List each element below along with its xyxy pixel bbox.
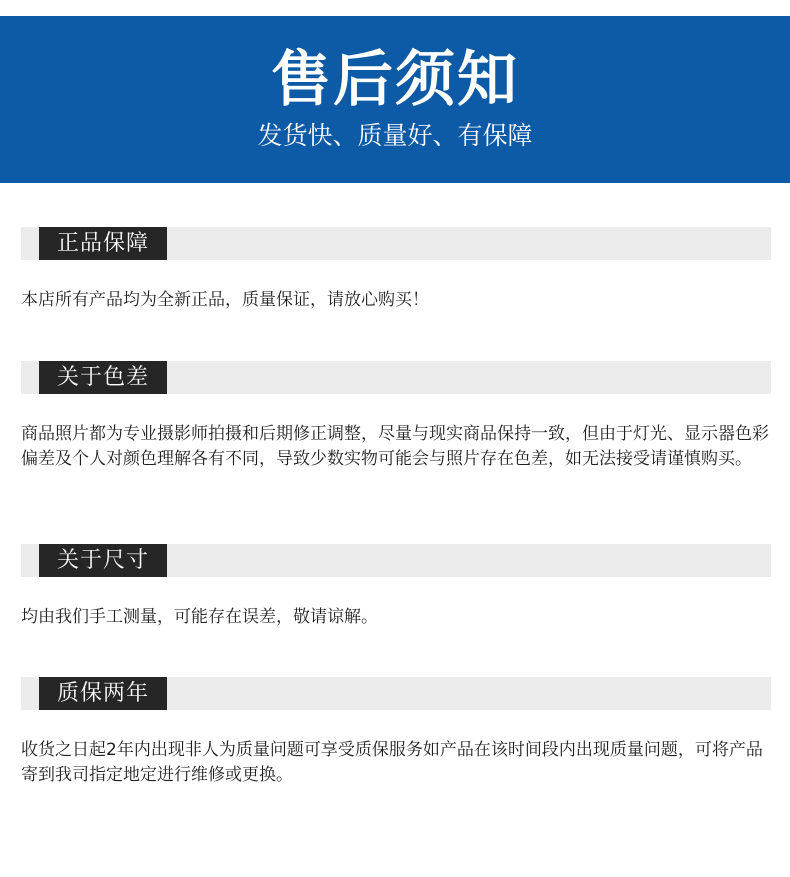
section-text: 商品照片都为专业摄影师拍摄和后期修正调整，尽量与现实商品保持一致，但由于灯光、显示器色彩偏差及个人对颜色理解各有不同，导致少数实物可能会与照片存在色差，如无法接受请谨慎购买。 <box>21 424 769 469</box>
page-subtitle: 发货快、质量好、有保障 <box>257 121 533 150</box>
section-header-bar <box>21 677 771 710</box>
section-header-bar <box>21 227 771 260</box>
section-header-bar <box>21 544 771 577</box>
section-text: 均由我们手工测量，可能存在误差，敬请谅解。 <box>21 607 378 627</box>
section-authentic-guarantee <box>21 227 771 313</box>
section-color-difference <box>21 361 771 472</box>
page-title: 售后须知 <box>271 45 519 115</box>
section-text: 本店所有产品均为全新正品，质量保证，请放心购买！ <box>21 290 429 310</box>
section-size <box>21 544 771 630</box>
section-text: 收货之日起2年内出现非人为质量问题可享受质保服务如产品在该时间段内出现质量问题，可将产品寄到我司指定地定进行维修或更换。 <box>21 740 763 785</box>
section-heading: 关于色差 <box>39 361 167 394</box>
section-heading: 质保两年 <box>39 677 167 710</box>
section-header-bar <box>21 361 771 394</box>
section-heading: 关于尺寸 <box>39 544 167 577</box>
section-warranty <box>21 677 771 788</box>
section-heading: 正品保障 <box>39 227 167 260</box>
header-banner <box>0 16 790 183</box>
